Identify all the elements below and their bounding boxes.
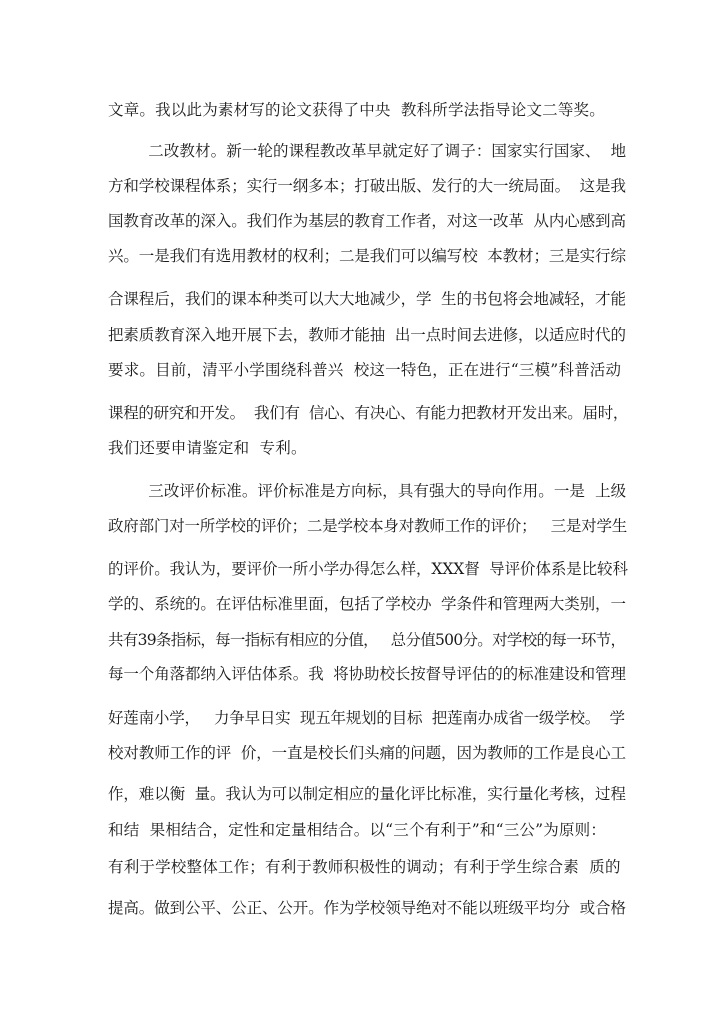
text-line: 要求。目前，清平小学围绕科普兴 校这一特色，正在进行“三模”科普活动: [108, 361, 622, 379]
text-line: 合课程后，我们的课本种类可以大大地减少，学 生的书包将会地减轻，才能: [108, 290, 626, 308]
text-line: 作，难以衡 量。我认为可以制定相应的量化评比标准，实行量化考核，过程: [108, 785, 626, 803]
text-line: 提高。做到公平、公正、公开。作为学校领导绝对不能以班级平均分 或合格: [108, 899, 626, 917]
text-line: 兴。一是我们有选用教材的权利；二是我们可以编写校 本教材；三是实行综: [108, 247, 626, 265]
text-line: 的评价。我认为，要评价一所小学办得怎么样，XXX督 导评价体系是比较科: [108, 560, 628, 578]
text-line: 政府部门对一所学校的评价；二是学校本身对教师工作的评价； 三是对学生: [108, 517, 628, 535]
text-line: 好莲南小学， 力争早日实 现五年规划的目标 把莲南办成省一级学校。 学: [108, 709, 625, 727]
text-line: 把素质教育深入地开展下去，教师才能抽 出一点时间去进修，以适应时代的: [108, 326, 626, 344]
text-line: 和结 果相结合，定性和定量相结合。以“三个有利于”和“三公”为原则：: [108, 821, 607, 839]
text-line: 校对教师工作的评 价，一直是校长们头痛的问题，因为教师的工作是良心工: [108, 744, 626, 762]
text-line: 课程的研究和开发。 我们有 信心、有决心、有能力把教材开发出来。届时，: [108, 404, 629, 422]
text-line: 每一个角落都纳入评估体系。我 将协助校长按督导评估的的标准建设和管理: [108, 665, 626, 683]
text-line: 二改教材。新一轮的课程教改革早就定好了调子：国家实行国家、 地: [108, 142, 627, 160]
text-line: 国教育改革的深入。我们作为基层的教育工作者，对这一改革 从内心感到高: [108, 212, 626, 230]
text-line: 文章。我以此为素材写的论文获得了中央 教科所学法指导论文二等奖。: [108, 101, 605, 119]
text-line: 我们还要申请鉴定和 专利。: [108, 439, 307, 457]
text-line: 学的、系统的。在评估标准里面，包括了学校办 学条件和管理两大类别，一: [108, 595, 626, 613]
text-line: 有利于学校整体工作；有利于教师积极性的调动；有利于学生综合素 质的: [108, 858, 621, 876]
text-line: 共有39条指标，每一指标有相应的分值， 总分值500分。对学校的每一环节，: [108, 631, 626, 649]
text-line: 方和学校课程体系；实行一纲多本；打破出版、发行的大一统局面。 这是我: [108, 177, 626, 195]
text-line: 三改评价标准。评价标准是方向标，具有强大的导向作用。一是 上级: [108, 482, 627, 500]
